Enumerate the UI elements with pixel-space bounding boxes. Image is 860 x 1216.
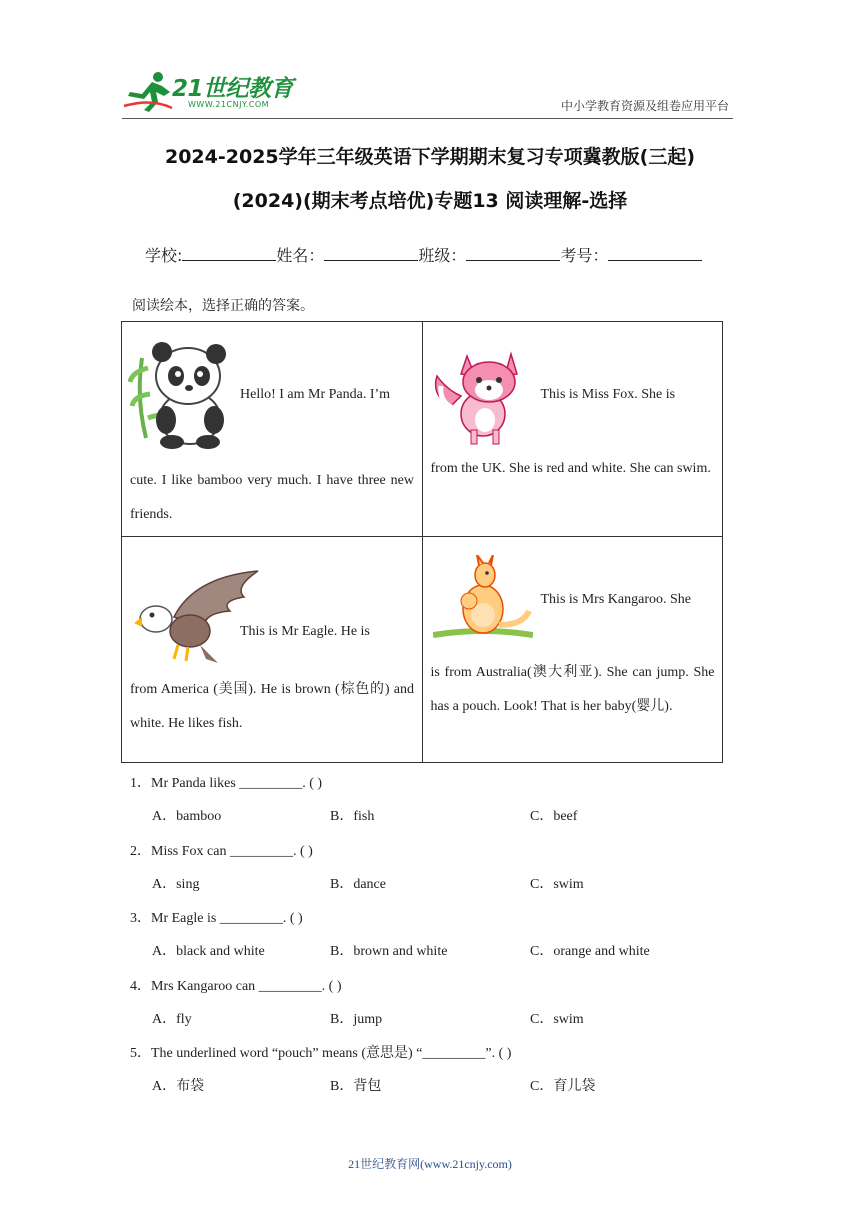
school-field[interactable] — [182, 246, 276, 261]
story-kangaroo-rest: is from Australia(澳大利亚). She can jump. She has a pouch. Look! That is her baby(婴儿). — [430, 665, 715, 714]
story-cell-kangaroo — [422, 537, 723, 763]
question-1: 1．Mr Panda likes _________. ( ) — [130, 776, 323, 791]
number-label: 考号： — [560, 246, 609, 265]
kangaroo-icon — [433, 555, 533, 645]
name-field[interactable] — [324, 246, 418, 261]
header-divider — [122, 118, 733, 119]
page-title-line1: 2024-2025学年三年级英语下学期期末复习专项冀教版(三起) — [164, 146, 696, 168]
panda-icon — [128, 338, 232, 450]
q2-option-a[interactable]: A．sing — [152, 877, 200, 892]
q3-option-c[interactable]: C．orange and white — [530, 944, 650, 959]
instruction: 阅读绘本，选择正确的答案。 — [132, 298, 314, 314]
story-panda-rest: cute. I like bamboo very much. I have three new friends. — [130, 473, 414, 522]
story-cell-fox — [422, 322, 723, 537]
school-label: 学校: — [145, 246, 183, 265]
story-fox-rest: from the UK. She is red and white. She can swim. — [430, 461, 711, 476]
question-5: 5．The underlined word “pouch” means (意思是) “_________”. ( ) — [130, 1046, 512, 1061]
question-3: 3．Mr Eagle is _________. ( ) — [130, 911, 303, 926]
story-eagle-rest: from America (美国). He is brown (棕色的) and white. He likes fish. — [130, 682, 414, 731]
fox-icon — [431, 346, 531, 446]
question-2: 2．Miss Fox can _________. ( ) — [130, 844, 313, 859]
page-title-line2: (2024)(期末考点培优)专题13 阅读理解-选择 — [232, 190, 628, 212]
q3-option-a[interactable]: A．black and white — [152, 944, 265, 959]
q1-option-c[interactable]: C．beef — [530, 809, 578, 824]
story-panda-first: Hello! I am Mr Panda. I’m — [240, 387, 391, 402]
class-label: 班级： — [418, 246, 467, 265]
number-field[interactable] — [608, 246, 702, 261]
platform-label: 中小学教育资源及组卷应用平台 — [560, 99, 729, 113]
q2-option-c[interactable]: C．swim — [530, 877, 584, 892]
student-info-line — [145, 243, 702, 266]
story-table — [121, 321, 723, 763]
q3-option-b[interactable]: B．brown and white — [330, 944, 448, 959]
q2-option-b[interactable]: B．dance — [330, 877, 386, 892]
logo-subtitle: WWW.21CNJY.COM — [188, 100, 270, 109]
footer-link[interactable]: 21世纪教育网(www.21cnjy.com) — [348, 1157, 512, 1171]
q4-option-a[interactable]: A．fly — [152, 1012, 192, 1027]
question-4: 4．Mrs Kangaroo can _________. ( ) — [130, 979, 342, 994]
q5-option-c[interactable]: C．育儿袋 — [530, 1079, 596, 1094]
q4-option-b[interactable]: B．jump — [330, 1012, 383, 1027]
class-field[interactable] — [466, 246, 560, 261]
story-kangaroo-first: This is Mrs Kangaroo. She — [540, 592, 691, 607]
story-fox-first: This is Miss Fox. She is — [540, 387, 676, 402]
q5-option-a[interactable]: A．布袋 — [152, 1079, 205, 1094]
story-cell-eagle — [122, 537, 423, 763]
q4-option-c[interactable]: C．swim — [530, 1012, 584, 1027]
q1-option-a[interactable]: A．bamboo — [152, 809, 222, 824]
story-cell-panda — [122, 322, 423, 537]
name-label: 姓名： — [276, 246, 325, 265]
q1-option-b[interactable]: B．fish — [330, 809, 375, 824]
q5-option-b[interactable]: B．背包 — [330, 1079, 382, 1094]
logo-text: 21世纪教育 — [172, 76, 294, 102]
story-eagle-first: This is Mr Eagle. He is — [240, 624, 370, 639]
